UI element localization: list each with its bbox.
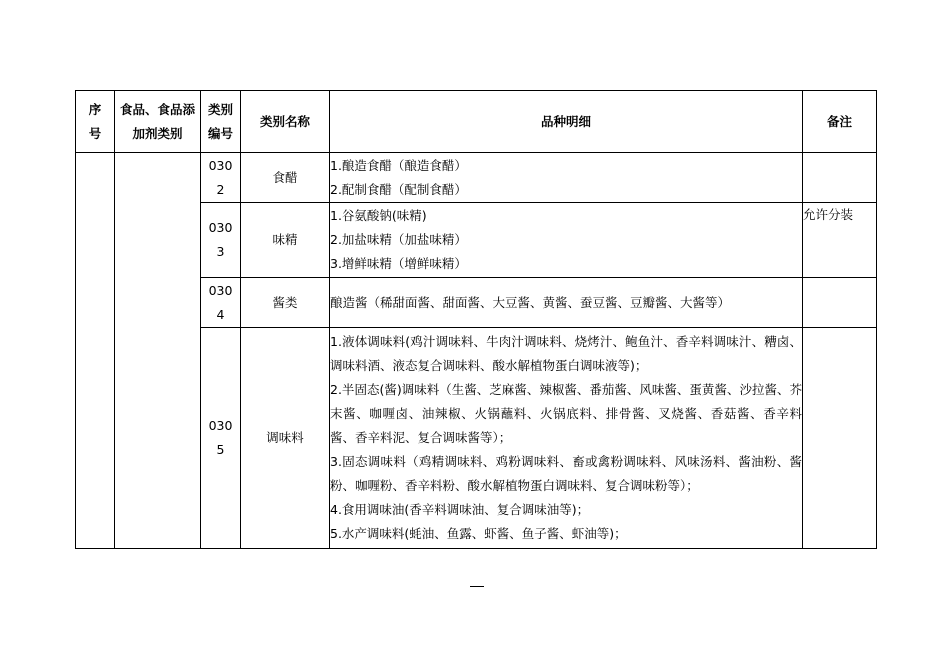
note-cell [803,328,877,549]
code-cell: 030 4 [201,278,241,328]
note-cell: 允许分装 [803,203,877,278]
header-category: 食品、食品添 加剂类别 [115,91,201,153]
name-cell: 食醋 [241,153,330,203]
name-cell: 酱类 [241,278,330,328]
code-cell: 030 2 [201,153,241,203]
header-row [76,91,877,153]
detail-cell: 1.酿造食醋（酿造食醋） 2.配制食醋（配制食醋） [330,153,803,203]
header-code: 类别 编号 [201,91,241,153]
header-note: 备注 [803,91,877,153]
page-footer-mark [470,586,484,587]
code-cell: 030 3 [201,203,241,278]
table-row-0302 [76,153,877,203]
category-cell [115,153,201,549]
name-cell: 调味料 [241,328,330,549]
seq-cell [76,153,115,549]
note-cell [803,153,877,203]
detail-cell: 1.液体调味料(鸡汁调味料、牛肉汁调味料、烧烤汁、鲍鱼汁、香辛料调味汁、糟卤、调味料酒、液态复合调味料、酸水解植物蛋白调味液等)； 2.半固态(酱)调味料（生酱、芝麻酱、辣椒酱、番茄酱、风味酱、蛋黄酱、沙拉酱、芥末酱、咖喱卤、油辣椒、火锅蘸料、火锅底料、排骨酱、叉烧酱、香菇酱、香辛料酱、香辛料泥、复合调味酱等）； 3.固态调味料（鸡精调味料、鸡粉调味料、畜或禽粉调味料、风味汤料、酱油粉、酱粉、咖喱粉、香辛料粉、酸水解植物蛋白调味料、复合调味粉等）； 4.食用调味油(香辛料调味油、复合调味油等)； 5.水产调味料(蚝油、鱼露、虾酱、鱼子酱、虾油等)； [330,328,803,549]
detail-cell: 酿造酱（稀甜面酱、甜面酱、大豆酱、黄酱、蚕豆酱、豆瓣酱、大酱等） [330,278,803,328]
detail-cell: 1.谷氨酸钠(味精) 2.加盐味精（加盐味精） 3.增鲜味精（增鲜味精） [330,203,803,278]
product-category-table [75,90,877,549]
code-cell: 030 5 [201,328,241,549]
name-cell: 味精 [241,203,330,278]
header-seq: 序 号 [76,91,115,153]
note-cell [803,278,877,328]
header-name: 类别名称 [241,91,330,153]
header-detail: 品种明细 [330,91,803,153]
